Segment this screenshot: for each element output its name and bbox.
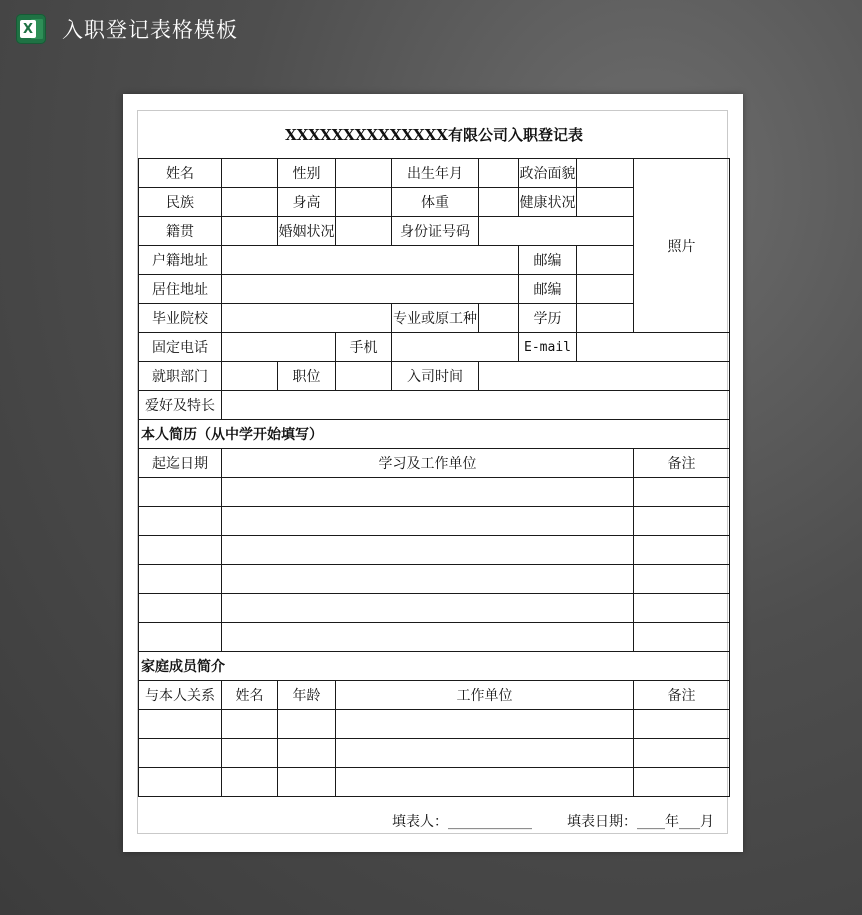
fill-date-field[interactable]: 填表日期：____年___月 — [567, 814, 714, 830]
resume-cell-dates[interactable] — [139, 594, 222, 623]
family-cell-relation[interactable] — [139, 768, 222, 797]
resume-header-dates: 起迄日期 — [139, 449, 222, 478]
family-cell-notes[interactable] — [634, 710, 730, 739]
label-position: 职位 — [278, 362, 336, 391]
family-row — [139, 710, 730, 739]
info-row-9 — [139, 391, 730, 420]
resume-cell-notes[interactable] — [634, 623, 730, 652]
family-cell-name[interactable] — [222, 768, 278, 797]
info-row-1 — [139, 159, 730, 188]
registration-form — [138, 111, 730, 797]
label-origin: 籍贯 — [139, 217, 222, 246]
label-education: 学历 — [519, 304, 577, 333]
resume-cell-dates[interactable] — [139, 565, 222, 594]
input-name[interactable] — [222, 159, 278, 188]
label-department: 就职部门 — [139, 362, 222, 391]
label-ethnicity: 民族 — [139, 188, 222, 217]
resume-cell-notes[interactable] — [634, 536, 730, 565]
label-health: 健康状况 — [519, 188, 577, 217]
family-cell-workplace[interactable] — [336, 739, 634, 768]
family-header-row — [139, 681, 730, 710]
resume-cell-unit[interactable] — [222, 594, 634, 623]
label-marital: 婚姻状况 — [278, 217, 336, 246]
family-cell-workplace[interactable] — [336, 710, 634, 739]
resume-row — [139, 623, 730, 652]
input-residence-address[interactable] — [222, 275, 519, 304]
resume-cell-notes[interactable] — [634, 478, 730, 507]
resume-cell-unit[interactable] — [222, 478, 634, 507]
label-height: 身高 — [278, 188, 336, 217]
photo-cell[interactable]: 照片 — [634, 159, 730, 333]
label-postcode-2: 邮编 — [519, 275, 577, 304]
form-frame — [137, 110, 728, 834]
input-major[interactable] — [479, 304, 519, 333]
label-postcode-1: 邮编 — [519, 246, 577, 275]
label-name: 姓名 — [139, 159, 222, 188]
resume-row — [139, 536, 730, 565]
family-section-row — [139, 652, 730, 681]
input-birth[interactable] — [479, 159, 519, 188]
family-cell-name[interactable] — [222, 710, 278, 739]
label-household-address: 户籍地址 — [139, 246, 222, 275]
title-row — [139, 111, 730, 159]
resume-cell-unit[interactable] — [222, 536, 634, 565]
family-row — [139, 739, 730, 768]
input-entry-date[interactable] — [479, 362, 730, 391]
input-position[interactable] — [336, 362, 392, 391]
family-row — [139, 768, 730, 797]
input-postcode-1[interactable] — [577, 246, 634, 275]
family-cell-age[interactable] — [278, 768, 336, 797]
family-cell-workplace[interactable] — [336, 768, 634, 797]
resume-section-title: 本人简历（从中学开始填写） — [139, 420, 730, 449]
resume-cell-unit[interactable] — [222, 507, 634, 536]
family-cell-age[interactable] — [278, 710, 336, 739]
document-page — [123, 94, 743, 852]
resume-section-row — [139, 420, 730, 449]
label-id-number: 身份证号码 — [392, 217, 479, 246]
input-ethnicity[interactable] — [222, 188, 278, 217]
label-birth: 出生年月 — [392, 159, 479, 188]
input-height[interactable] — [336, 188, 392, 217]
resume-row — [139, 507, 730, 536]
resume-row — [139, 565, 730, 594]
resume-cell-dates[interactable] — [139, 623, 222, 652]
family-header-name: 姓名 — [222, 681, 278, 710]
resume-cell-dates[interactable] — [139, 507, 222, 536]
family-section-title: 家庭成员简介 — [139, 652, 730, 681]
input-marital[interactable] — [336, 217, 392, 246]
label-entry-date: 入司时间 — [392, 362, 479, 391]
app-title: 入职登记表格模板 — [62, 18, 238, 42]
resume-cell-dates[interactable] — [139, 478, 222, 507]
family-cell-relation[interactable] — [139, 710, 222, 739]
resume-cell-unit[interactable] — [222, 623, 634, 652]
resume-header-row — [139, 449, 730, 478]
excel-icon — [16, 14, 46, 44]
label-major: 专业或原工种 — [392, 304, 479, 333]
resume-cell-unit[interactable] — [222, 565, 634, 594]
input-id-number[interactable] — [479, 217, 634, 246]
input-origin[interactable] — [222, 217, 278, 246]
input-school[interactable] — [222, 304, 392, 333]
label-email: E-mail — [519, 333, 577, 362]
family-cell-name[interactable] — [222, 739, 278, 768]
resume-row — [139, 594, 730, 623]
label-school: 毕业院校 — [139, 304, 222, 333]
family-header-relation: 与本人关系 — [139, 681, 222, 710]
family-header-age: 年龄 — [278, 681, 336, 710]
input-gender[interactable] — [336, 159, 392, 188]
resume-cell-notes[interactable] — [634, 594, 730, 623]
input-household-address[interactable] — [222, 246, 519, 275]
resume-row — [139, 478, 730, 507]
resume-header-unit: 学习及工作单位 — [222, 449, 634, 478]
input-email[interactable] — [577, 333, 730, 362]
form-title: XXXXXXXXXXXXXX有限公司入职登记表 — [139, 111, 730, 159]
excel-icon-letter: X — [20, 20, 36, 38]
info-row-7 — [139, 333, 730, 362]
form-footer — [138, 801, 729, 835]
input-landline[interactable] — [222, 333, 336, 362]
input-weight[interactable] — [479, 188, 519, 217]
resume-cell-notes[interactable] — [634, 565, 730, 594]
label-hobbies: 爱好及特长 — [139, 391, 222, 420]
input-hobbies[interactable] — [222, 391, 730, 420]
label-politics: 政治面貌 — [519, 159, 577, 188]
family-cell-age[interactable] — [278, 739, 336, 768]
input-politics[interactable] — [577, 159, 634, 188]
resume-header-notes: 备注 — [634, 449, 730, 478]
input-health[interactable] — [577, 188, 634, 217]
input-education[interactable] — [577, 304, 634, 333]
filler-signature-field[interactable]: 填表人：____________ — [392, 814, 532, 830]
label-mobile: 手机 — [336, 333, 392, 362]
family-cell-notes[interactable] — [634, 739, 730, 768]
label-gender: 性别 — [278, 159, 336, 188]
family-cell-relation[interactable] — [139, 739, 222, 768]
app-header — [16, 12, 238, 46]
resume-cell-dates[interactable] — [139, 536, 222, 565]
label-landline: 固定电话 — [139, 333, 222, 362]
resume-cell-notes[interactable] — [634, 507, 730, 536]
input-department[interactable] — [222, 362, 278, 391]
label-weight: 体重 — [392, 188, 479, 217]
input-mobile[interactable] — [392, 333, 519, 362]
family-cell-notes[interactable] — [634, 768, 730, 797]
label-residence-address: 居住地址 — [139, 275, 222, 304]
family-header-notes: 备注 — [634, 681, 730, 710]
family-header-workplace: 工作单位 — [336, 681, 634, 710]
input-postcode-2[interactable] — [577, 275, 634, 304]
info-row-8 — [139, 362, 730, 391]
